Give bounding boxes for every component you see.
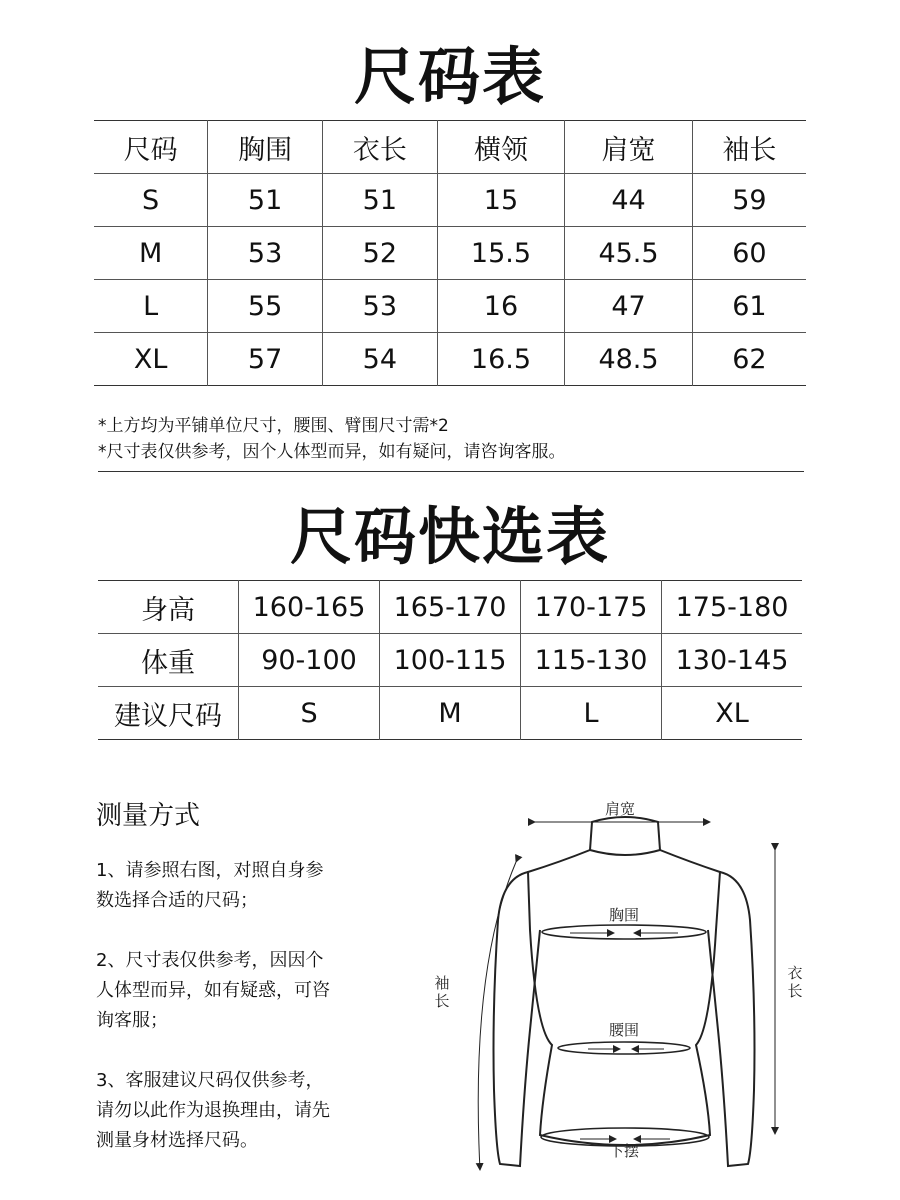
size-table (94, 120, 806, 386)
header-cell: 尺码 (94, 121, 208, 174)
table-row (94, 174, 806, 227)
size-table-title: 尺码表 (353, 40, 546, 113)
measure-step: 1、请参照右图，对照自身参数选择合适的尺码； (96, 860, 324, 911)
table-cell: 175-180 (662, 581, 802, 634)
row-label: 建议尺码 (114, 700, 222, 732)
table-cell: S (94, 174, 208, 227)
header-cell: 袖长 (692, 121, 806, 174)
quick-table-title: 尺码快选表 (289, 500, 610, 573)
header-cell: 肩宽 (565, 121, 693, 174)
table-cell: 15 (437, 174, 565, 227)
row-label: 体重 (98, 634, 239, 687)
note-line: *上方均为平铺单位尺寸，腰围、臂围尺寸需*2 (98, 416, 449, 436)
chest-label: 胸围 (608, 906, 640, 924)
table-cell: 53 (322, 280, 437, 333)
table-cell: 100-115 (380, 634, 521, 687)
length-label-2: 长 (787, 982, 803, 1000)
table-cell: 170-175 (521, 581, 662, 634)
header-cell: 胸围 (208, 121, 323, 174)
table-cell: 47 (565, 280, 693, 333)
table-row (98, 581, 802, 634)
table-cell: 61 (692, 280, 806, 333)
sweater-outline (494, 817, 755, 1166)
table-cell: M (380, 687, 521, 740)
length-label-1: 衣 (787, 964, 803, 982)
hem-label: 下摆 (608, 1142, 640, 1160)
waist-label: 腰围 (608, 1021, 640, 1039)
table-cell: XL (133, 343, 168, 375)
table-cell: 52 (322, 227, 437, 280)
table-cell: 90-100 (239, 634, 380, 687)
table-cell: 60 (692, 227, 806, 280)
table-cell: 130-145 (662, 634, 802, 687)
table-cell: 57 (208, 333, 323, 386)
table-cell: S (239, 687, 380, 740)
quick-size-table (98, 580, 802, 740)
measure-title: 测量方式 (96, 801, 201, 831)
table-cell: M (94, 227, 208, 280)
table-cell: 51 (208, 174, 323, 227)
shoulder-label: 肩宽 (604, 800, 636, 818)
table-header-row (94, 121, 806, 174)
measure-step: 2、尺寸表仅供参考，因因个人体型而异，如有疑惑，可咨询客服； (96, 950, 330, 1031)
table-cell: L (94, 280, 208, 333)
row-label: 身高 (98, 581, 239, 634)
table-cell: 16.5 (437, 333, 565, 386)
table-cell: L (521, 687, 662, 740)
sleeve-arrow (478, 862, 516, 1170)
measure-section (96, 795, 396, 1186)
table-cell: 45.5 (565, 227, 693, 280)
table-row (94, 227, 806, 280)
table-cell: 53 (208, 227, 323, 280)
table-cell: 48.5 (565, 333, 693, 386)
note-line: *尺寸表仅供参考，因个人体型而异，如有疑问，请咨询客服。 (98, 442, 566, 462)
table-cell: 115-130 (521, 634, 662, 687)
sleeve-label-2: 长 (434, 992, 450, 1010)
table-row (98, 634, 802, 687)
table-cell: 59 (692, 174, 806, 227)
header-cell: 横领 (437, 121, 565, 174)
table-row (94, 280, 806, 333)
table-cell: 55 (208, 280, 323, 333)
header-cell: 衣长 (322, 121, 437, 174)
table-cell: 62 (692, 333, 806, 386)
measure-step: 3、客服建议尺码仅供参考，请勿以此作为退换理由，请先测量身材选择尺码。 (96, 1070, 330, 1151)
table-row (98, 687, 802, 740)
table-cell: 54 (322, 333, 437, 386)
sweater-diagram (420, 790, 820, 1180)
size-notes (98, 407, 804, 472)
table-cell: 51 (322, 174, 437, 227)
table-cell: 160-165 (239, 581, 380, 634)
table-cell: XL (662, 687, 802, 740)
sleeve-label-1: 袖 (434, 974, 450, 992)
table-row (94, 333, 806, 386)
table-cell: 16 (437, 280, 565, 333)
table-cell: 165-170 (380, 581, 521, 634)
table-cell: 44 (565, 174, 693, 227)
table-cell: 15.5 (437, 227, 565, 280)
